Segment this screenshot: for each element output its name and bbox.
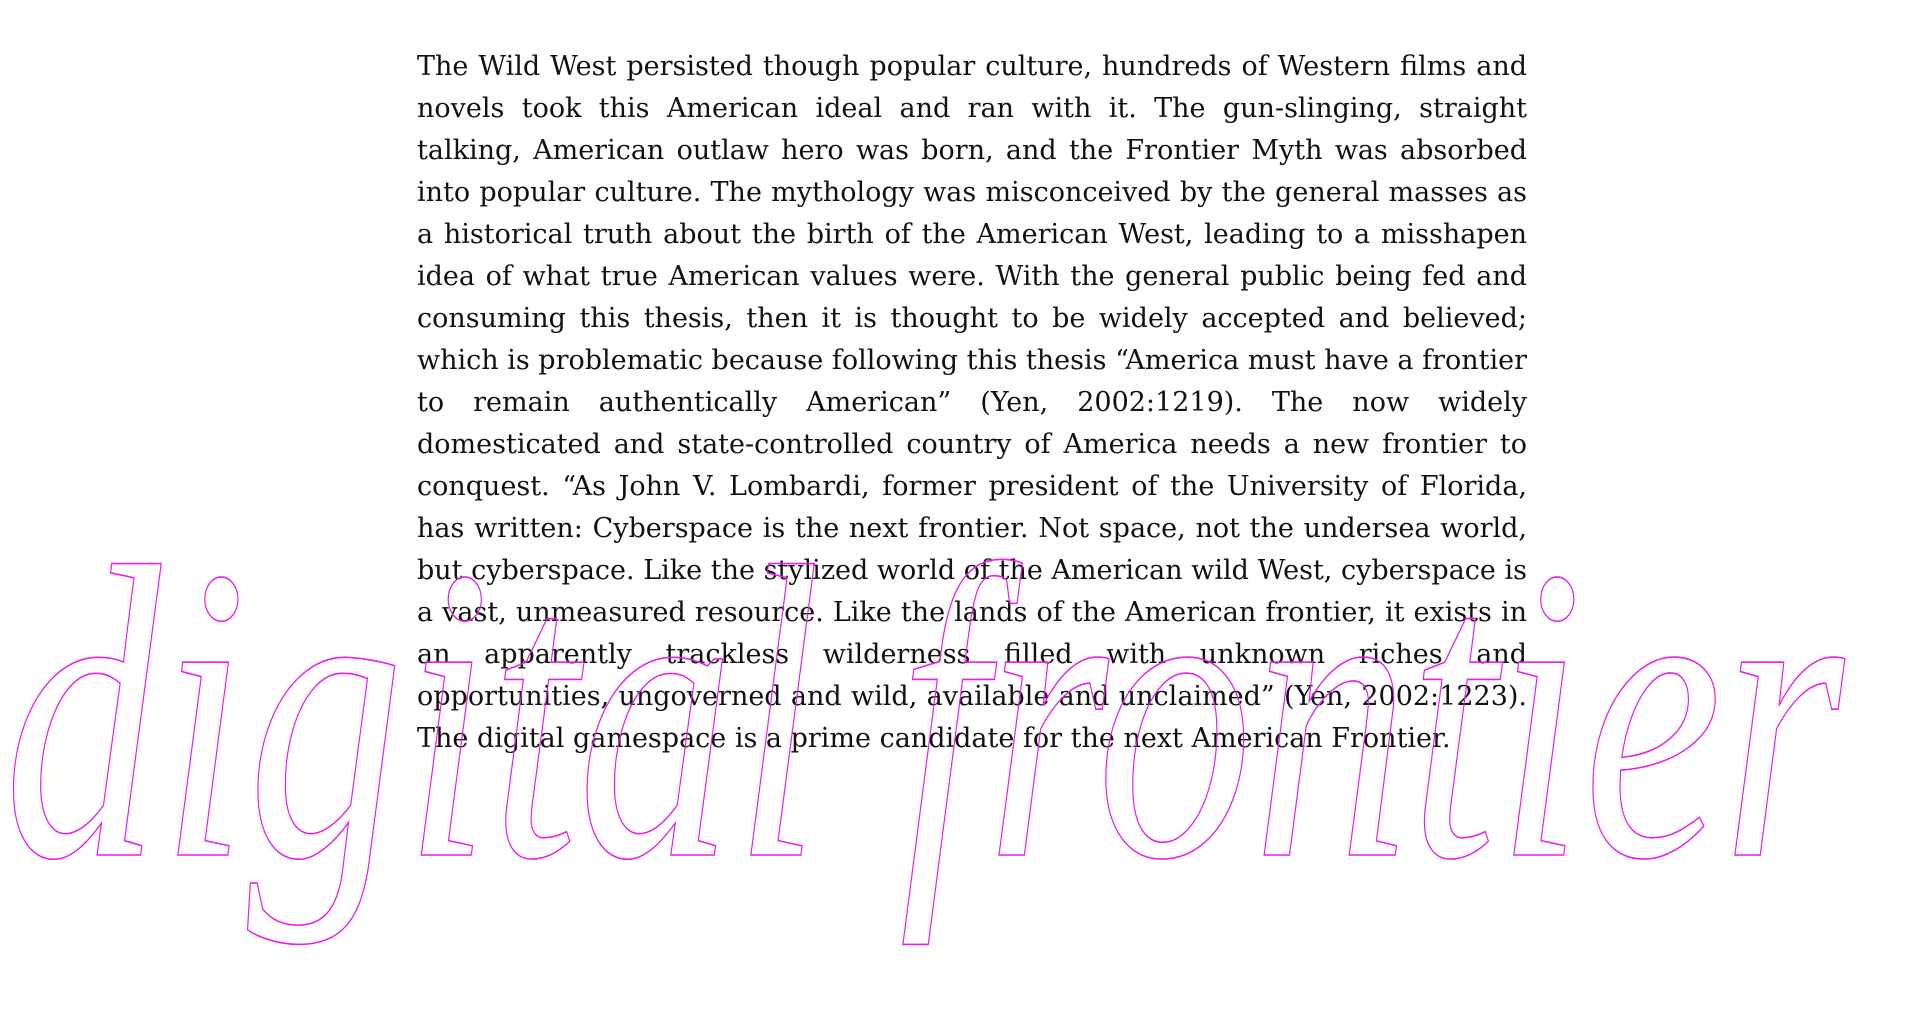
body-paragraph: The Wild West persisted though popular culture, hundreds of Western films and novels took this American ideal and ran with it. The gun-slinging, straight talking, American outlaw hero was born, and the Frontier Myth was absorbed into popular culture. The mythology was misconceived by the general masses as a historical truth about the birth of the American West, leading to a misshapen idea of what true American values were. With the general public being fed and consuming this thesis, then it is thought to be widely accepted and believed; which is problematic because following this thesis “America must have a frontier to remain authentically American” (Yen, 2002:1219). The now widely domesticated and state-controlled country of America needs a new frontier to conquest. “As John V. Lombardi, former president of the University of Florida, has written: Cyberspace is the next frontier. Not space, not the undersea world, but cyberspace. Like the stylized world of the American wild West, cyberspace is a vast, unmeasured resource. Like the lands of the American frontier, it exists in an apparently trackless wilderness filled with unknown riches and opportunities, ungoverned and wild, available and unclaimed” (Yen, 2002:1223). The digital gamespace is a prime candidate for the next American Frontier. (417, 51, 1527, 754)
headline-text: digital frontier (4, 481, 1850, 946)
